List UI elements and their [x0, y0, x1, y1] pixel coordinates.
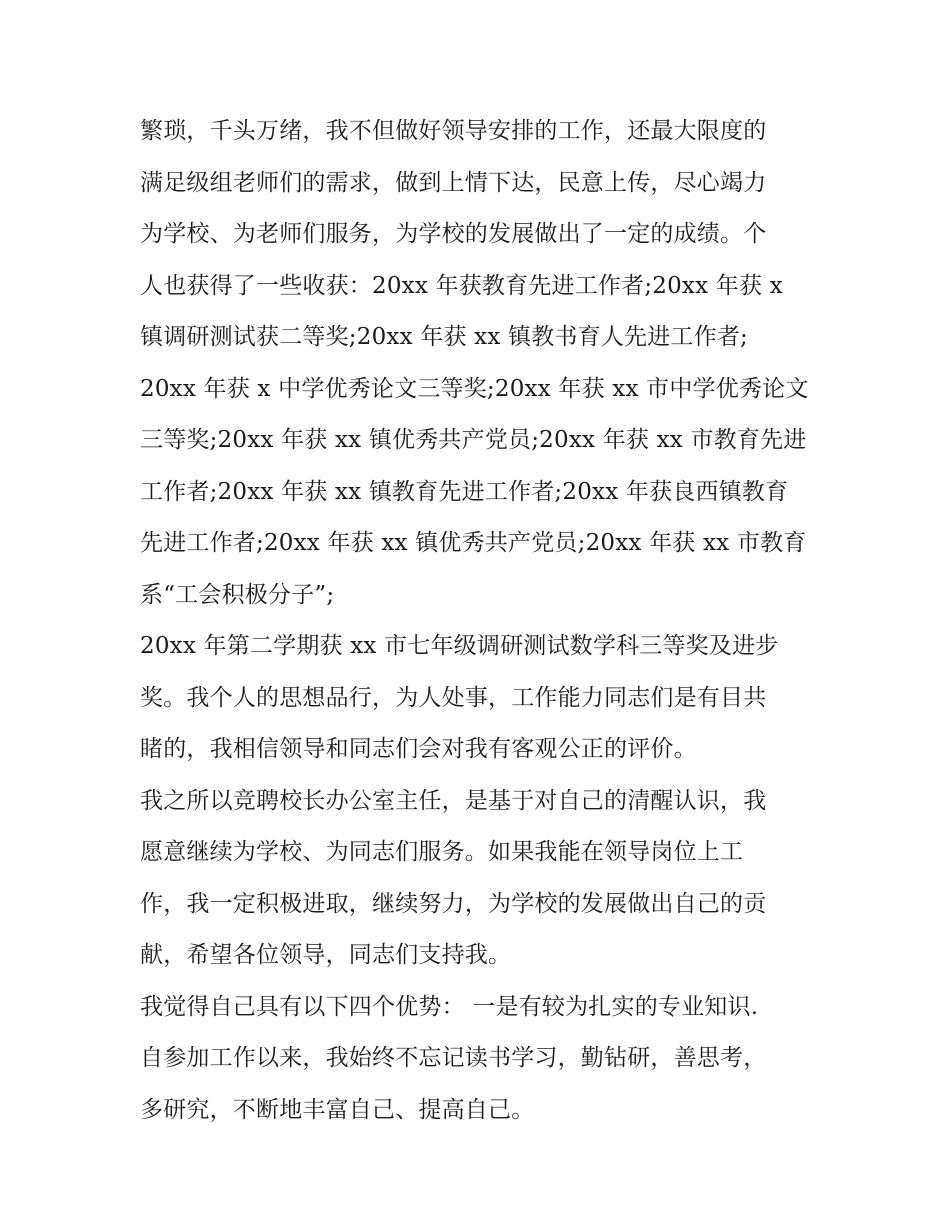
- text-line: 我觉得自己具有以下四个优势： 一是有较为扎实的专业知识.: [140, 993, 759, 1020]
- text-line: 睹的，我相信领导和同志们会对我有客观公正的评价。: [140, 736, 697, 762]
- text-line: 镇调研测试获二等奖;20xx 年获 xx 镇教书育人先进工作者;: [140, 324, 748, 350]
- text-line: 20xx 年获 x 中学优秀论文三等奖;20xx 年获 xx 市中学优秀论文: [140, 375, 809, 402]
- text-line: 系“工会积极分子”;: [140, 581, 335, 608]
- text-line: 作，我一定积极进取，继续努力，为学校的发展做出自己的贡: [140, 890, 767, 917]
- text-line: 自参加工作以来，我始终不忘记读书学习，勤钻研，善思考，: [140, 1045, 767, 1071]
- text-line: 先进工作者;20xx 年获 xx 镇优秀共产党员;20xx 年获 xx 市教育: [140, 530, 807, 556]
- text-line: 愿意继续为学校、为同志们服务。如果我能在领导岗位上工: [140, 839, 744, 865]
- text-line: 三等奖;20xx 年获 xx 镇优秀共产党员;20xx 年获 xx 市教育先进: [140, 427, 807, 453]
- text-line: 繁琐，千头万绪，我不但做好领导安排的工作，还最大限度的: [140, 118, 767, 144]
- text-line: 工作者;20xx 年获 xx 镇教育先进工作者;20xx 年获良西镇教育: [140, 478, 789, 505]
- text-line: 20xx 年第二学期获 xx 市七年级调研测试数学科三等奖及进步: [140, 633, 779, 659]
- text-line: 奖。我个人的思想品行，为人处事，工作能力同志们是有目共: [140, 684, 767, 711]
- text-line: 我之所以竞聘校长办公室主任，是基于对自己的清醒认识，我: [140, 787, 767, 814]
- text-line: 为学校、为老师们服务，为学校的发展做出了一定的成绩。个: [140, 221, 767, 247]
- text-line: 多研究，不断地丰富自己、提高自己。: [140, 1096, 535, 1123]
- text-line: 献，希望各位领导，同志们支持我。: [140, 942, 512, 968]
- body-text: [140, 106, 820, 1136]
- text-line: 人也获得了一些收获：20xx 年获教育先进工作者;20xx 年获 x: [140, 272, 783, 299]
- text-line: 满足级组老师们的需求，做到上情下达，民意上传，尽心竭力: [140, 169, 767, 196]
